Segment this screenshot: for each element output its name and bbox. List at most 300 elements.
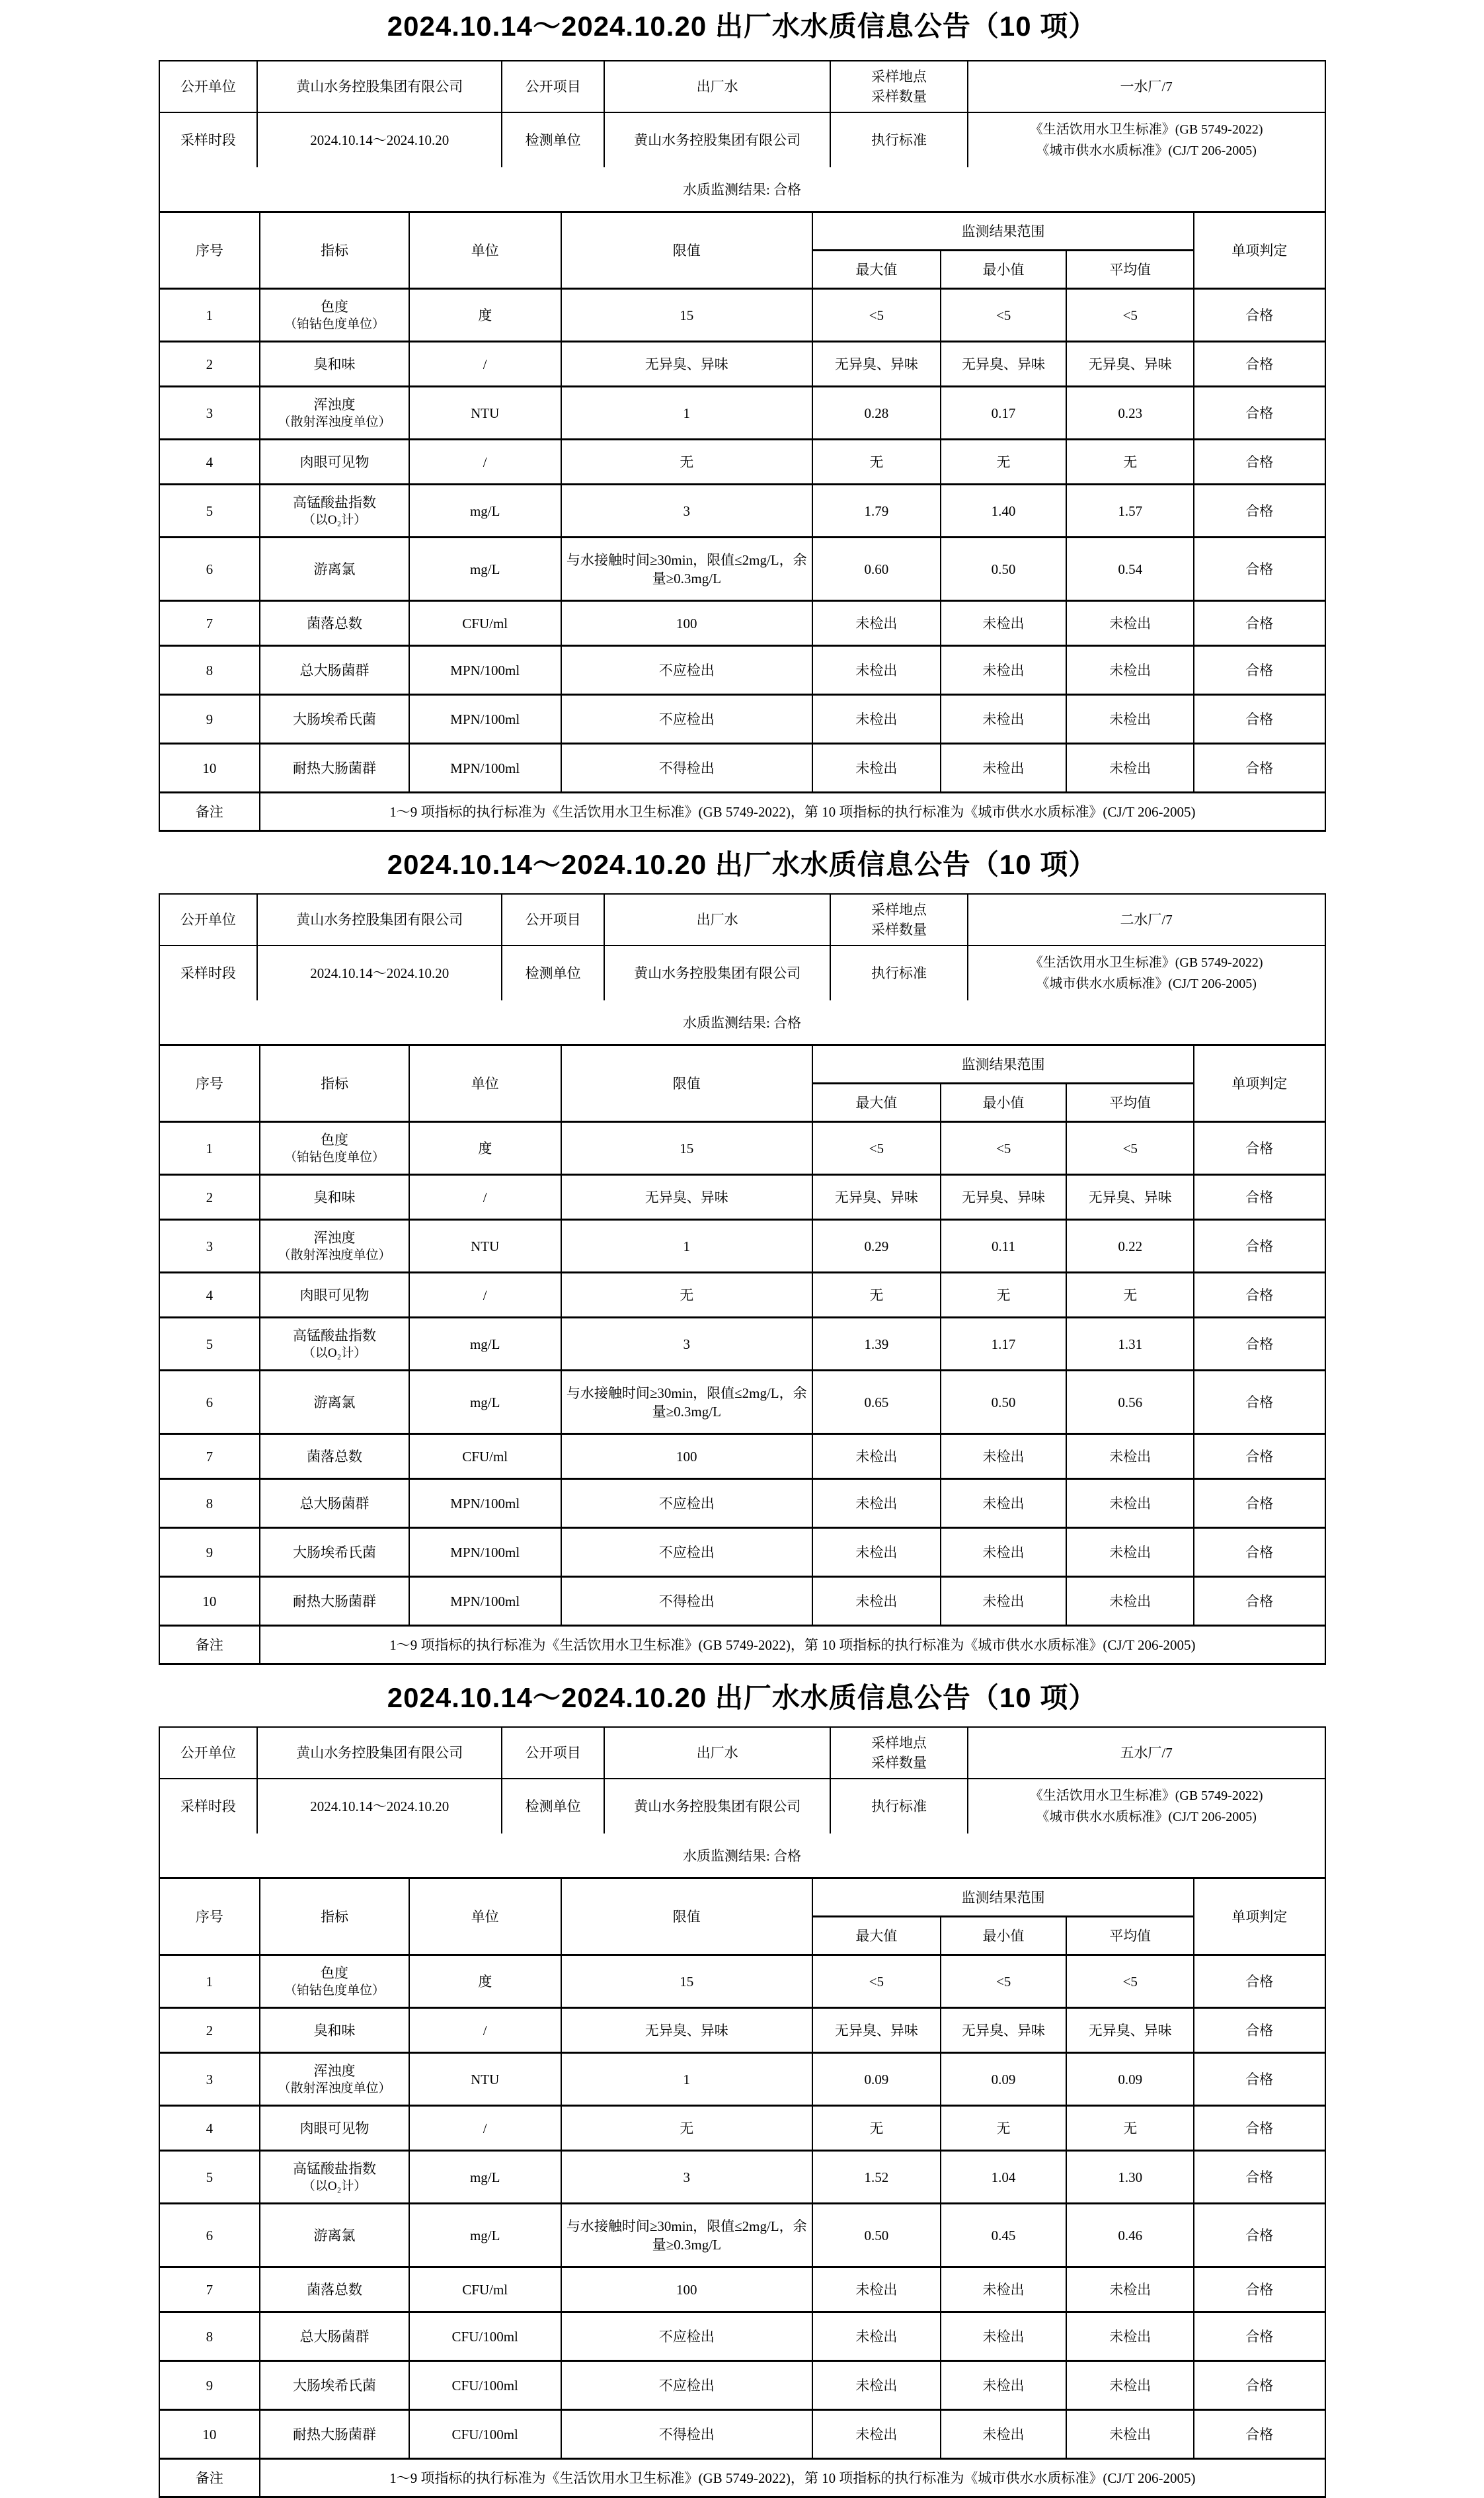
col-header-limit: 限值 [561,1045,812,1122]
cell-indicator [260,1528,409,1577]
cell-indicator [260,289,409,342]
info-label-publisher: 公开单位 [160,1728,258,1779]
cell-seq: 10 [159,744,260,793]
cell-min: 未检出 [941,2361,1067,2410]
cell-avg: 未检出 [1066,2312,1194,2361]
info-label-sampling [831,895,968,946]
info-label-tester: 检测单位 [502,113,605,167]
cell-judgment: 合格 [1194,1528,1325,1577]
cell-seq: 5 [159,2151,260,2204]
cell-avg: 0.22 [1066,1220,1194,1273]
indicator-name: 游离氯 [313,2227,356,2243]
table-row [159,2312,1325,2361]
cell-indicator [260,1273,409,1318]
cell-limit: 不得检出 [561,1577,812,1626]
info-value-sampling: 五水厂/7 [968,1728,1325,1779]
indicator-name: 高锰酸盐指数 [293,2160,377,2177]
indicator-name: 菌落总数 [307,615,363,631]
cell-avg: 0.56 [1066,1371,1194,1434]
cell-limit: 与水接触时间≥30min，限值≤2mg/L，余量≥0.3mg/L [561,538,812,601]
cell-indicator [260,744,409,793]
cell-max: 未检出 [812,601,941,646]
cell-avg: <5 [1066,1955,1194,2008]
cell-limit: 不应检出 [561,2361,812,2410]
table-row [159,2151,1325,2204]
cell-min: 1.17 [941,1318,1067,1371]
cell-limit: 不应检出 [561,2312,812,2361]
table-row [159,1175,1325,1220]
col-header-seq: 序号 [159,1878,260,1955]
cell-judgment: 合格 [1194,1318,1325,1371]
cell-max: 未检出 [812,2410,941,2459]
col-header-seq: 序号 [159,1045,260,1122]
table-row [159,1122,1325,1175]
col-header-judgment: 单项判定 [1194,212,1325,289]
col-header-indicator: 指标 [260,212,409,289]
indicator-note: （散射浑浊度单位） [278,2081,391,2095]
table-row [159,1273,1325,1318]
remark-label: 备注 [159,1626,260,1664]
cell-max: 未检出 [812,1479,941,1528]
cell-avg: 未检出 [1066,2410,1194,2459]
table-row [159,342,1325,387]
cell-limit: 不应检出 [561,695,812,744]
data-table [159,1877,1326,2498]
cell-indicator [260,1955,409,2008]
table-row [159,646,1325,695]
cell-avg: 未检出 [1066,695,1194,744]
info-value-project: 出厂水 [605,1728,831,1779]
col-header-max: 最大值 [812,1917,941,1955]
cell-max: 未检出 [812,1528,941,1577]
indicator-note: （散射浑浊度单位） [278,415,391,429]
cell-judgment: 合格 [1194,1434,1325,1479]
col-header-min: 最小值 [941,251,1067,289]
cell-avg: 无 [1066,1273,1194,1318]
info-value-standard [968,1779,1325,1833]
cell-seq: 10 [159,1577,260,1626]
cell-seq: 1 [159,1955,260,2008]
cell-indicator [260,2106,409,2151]
cell-unit: / [409,2106,561,2151]
cell-indicator [260,1434,409,1479]
cell-judgment: 合格 [1194,2151,1325,2204]
cell-max: 未检出 [812,1434,941,1479]
cell-judgment: 合格 [1194,646,1325,695]
info-label-tester: 检测单位 [502,1779,605,1833]
indicator-name: 总大肠菌群 [299,662,370,678]
cell-indicator [260,2410,409,2459]
indicator-name: 菌落总数 [307,2281,363,2298]
cell-indicator [260,1122,409,1175]
col-header-min: 最小值 [941,1917,1067,1955]
sampling-label-line2: 采样数量 [871,89,927,104]
sampling-label-line1: 采样地点 [871,1735,927,1751]
info-label-period: 采样时段 [160,946,258,1000]
cell-unit: CFU/100ml [409,2312,561,2361]
indicator-name: 臭和味 [313,2022,356,2038]
table-row [159,440,1325,485]
cell-avg: 未检出 [1066,2267,1194,2312]
cell-min: 未检出 [941,1479,1067,1528]
cell-avg: 无异臭、异味 [1066,342,1194,387]
cell-limit: 不得检出 [561,744,812,793]
cell-max: 无 [812,440,941,485]
cell-seq: 8 [159,2312,260,2361]
cell-limit: 100 [561,2267,812,2312]
indicator-name: 菌落总数 [307,1448,363,1465]
table-row [159,1577,1325,1626]
cell-max: 无异臭、异味 [812,342,941,387]
cell-unit: mg/L [409,538,561,601]
cell-unit: / [409,1175,561,1220]
cell-min: 未检出 [941,2312,1067,2361]
cell-unit: mg/L [409,485,561,538]
cell-seq: 4 [159,440,260,485]
cell-unit: 度 [409,1955,561,2008]
cell-judgment: 合格 [1194,440,1325,485]
cell-indicator [260,485,409,538]
cell-avg: <5 [1066,1122,1194,1175]
col-header-limit: 限值 [561,1878,812,1955]
cell-indicator [260,601,409,646]
info-value-sampling: 二水厂/7 [968,895,1325,946]
table-row [159,289,1325,342]
indicator-name: 大肠埃希氏菌 [293,2377,377,2394]
cell-min: 无 [941,1273,1067,1318]
info-value-standard [968,946,1325,1000]
cell-limit: 100 [561,601,812,646]
sampling-label-line2: 采样数量 [871,1755,927,1771]
cell-limit: 1 [561,2053,812,2106]
cell-indicator [260,342,409,387]
cell-seq: 4 [159,2106,260,2151]
table-row [159,2204,1325,2267]
cell-max: 0.28 [812,387,941,440]
cell-judgment: 合格 [1194,601,1325,646]
cell-indicator [260,2151,409,2204]
cell-seq: 1 [159,289,260,342]
cell-unit: CFU/ml [409,1434,561,1479]
info-label-project: 公开项目 [502,895,605,946]
cell-seq: 10 [159,2410,260,2459]
cell-judgment: 合格 [1194,2410,1325,2459]
sampling-label-line2: 采样数量 [871,922,927,938]
cell-min: 0.50 [941,1371,1067,1434]
cell-unit: NTU [409,2053,561,2106]
table-row [159,2361,1325,2410]
indicator-name: 浑浊度 [313,2062,356,2079]
cell-judgment: 合格 [1194,1122,1325,1175]
cell-avg: <5 [1066,289,1194,342]
cell-unit: CFU/100ml [409,2410,561,2459]
table-row [159,2267,1325,2312]
cell-max: 1.52 [812,2151,941,2204]
table-row [159,601,1325,646]
cell-max: <5 [812,1122,941,1175]
indicator-note: （以O₂计） [302,2179,367,2193]
cell-avg: 0.09 [1066,2053,1194,2106]
cell-unit: / [409,440,561,485]
cell-limit: 3 [561,2151,812,2204]
cell-judgment: 合格 [1194,289,1325,342]
cell-limit: 15 [561,1955,812,2008]
cell-avg: 无异臭、异味 [1066,2008,1194,2053]
cell-min: <5 [941,1122,1067,1175]
cell-avg: 未检出 [1066,1434,1194,1479]
col-header-seq: 序号 [159,212,260,289]
cell-judgment: 合格 [1194,1273,1325,1318]
cell-limit: 3 [561,485,812,538]
cell-max: 未检出 [812,695,941,744]
cell-avg: 未检出 [1066,744,1194,793]
cell-seq: 9 [159,2361,260,2410]
cell-judgment: 合格 [1194,1371,1325,1434]
standard-line2: 《城市供水水质标准》(CJ/T 206-2005) [1036,1810,1257,1824]
cell-seq: 3 [159,2053,260,2106]
cell-limit: 与水接触时间≥30min，限值≤2mg/L，余量≥0.3mg/L [561,2204,812,2267]
col-header-avg: 平均值 [1066,1084,1194,1122]
cell-unit: MPN/100ml [409,744,561,793]
cell-indicator [260,646,409,695]
indicator-name: 色度 [321,1131,349,1148]
cell-min: 未检出 [941,2410,1067,2459]
col-header-unit: 单位 [409,1878,561,1955]
cell-unit: / [409,2008,561,2053]
cell-avg: 无 [1066,440,1194,485]
cell-indicator [260,1371,409,1434]
cell-avg: 1.31 [1066,1318,1194,1371]
result-text: 水质监测结果: 合格 [682,1015,802,1031]
table-row [159,2410,1325,2459]
cell-indicator [260,2008,409,2053]
cell-judgment: 合格 [1194,2312,1325,2361]
indicator-name: 肉眼可见物 [299,454,370,470]
cell-judgment: 合格 [1194,2361,1325,2410]
table-row [159,2053,1325,2106]
result-text: 水质监测结果: 合格 [682,182,802,198]
cell-limit: 不应检出 [561,646,812,695]
cell-indicator [260,2361,409,2410]
cell-max: 未检出 [812,1577,941,1626]
cell-seq: 1 [159,1122,260,1175]
cell-min: 0.17 [941,387,1067,440]
standard-line1: 《生活饮用水卫生标准》(GB 5749-2022) [1029,122,1263,137]
cell-min: 未检出 [941,646,1067,695]
cell-limit: 3 [561,1318,812,1371]
sampling-label-line1: 采样地点 [871,69,927,85]
result-row [159,1833,1326,1877]
remark-label: 备注 [159,793,260,831]
cell-seq: 6 [159,538,260,601]
cell-avg: 未检出 [1066,1528,1194,1577]
cell-avg: 未检出 [1066,646,1194,695]
cell-unit: 度 [409,1122,561,1175]
cell-indicator [260,1577,409,1626]
data-table [159,1044,1326,1665]
announcement-block [159,1682,1326,2498]
indicator-name: 大肠埃希氏菌 [293,1544,377,1560]
col-header-max: 最大值 [812,251,941,289]
cell-seq: 9 [159,1528,260,1577]
cell-min: 0.09 [941,2053,1067,2106]
info-table [159,1726,1326,1833]
info-label-standard: 执行标准 [831,1779,968,1833]
cell-unit: MPN/100ml [409,1528,561,1577]
cell-limit: 无异臭、异味 [561,1175,812,1220]
cell-indicator [260,1318,409,1371]
cell-unit: 度 [409,289,561,342]
cell-limit: 100 [561,1434,812,1479]
cell-seq: 3 [159,387,260,440]
cell-max: 0.29 [812,1220,941,1273]
cell-avg: 0.46 [1066,2204,1194,2267]
cell-seq: 6 [159,2204,260,2267]
announcement-block [159,11,1326,832]
col-header-unit: 单位 [409,1045,561,1122]
col-header-avg: 平均值 [1066,1917,1194,1955]
indicator-name: 游离氯 [313,561,356,577]
info-value-tester: 黄山水务控股集团有限公司 [605,113,831,167]
cell-min: 1.40 [941,485,1067,538]
table-row [159,2106,1325,2151]
cell-limit: 无异臭、异味 [561,342,812,387]
indicator-name: 总大肠菌群 [299,1495,370,1511]
water-quality-sheet [159,60,1326,832]
cell-limit: 与水接触时间≥30min，限值≤2mg/L，余量≥0.3mg/L [561,1371,812,1434]
cell-avg: 0.23 [1066,387,1194,440]
indicator-name: 色度 [321,1964,349,1981]
indicator-name: 色度 [321,298,349,315]
cell-unit: NTU [409,387,561,440]
remark-label: 备注 [159,2459,260,2497]
cell-judgment: 合格 [1194,1577,1325,1626]
cell-indicator [260,1175,409,1220]
cell-max: 未检出 [812,2267,941,2312]
cell-unit: mg/L [409,2204,561,2267]
cell-indicator [260,2312,409,2361]
indicator-note: （散射浑浊度单位） [278,1248,391,1262]
col-header-unit: 单位 [409,212,561,289]
cell-judgment: 合格 [1194,2267,1325,2312]
cell-seq: 8 [159,1479,260,1528]
cell-indicator [260,1220,409,1273]
cell-seq: 9 [159,695,260,744]
cell-limit: 无 [561,1273,812,1318]
cell-min: 未检出 [941,2267,1067,2312]
cell-judgment: 合格 [1194,538,1325,601]
table-row [159,1220,1325,1273]
cell-min: 无 [941,2106,1067,2151]
indicator-name: 游离氯 [313,1394,356,1410]
page-title: 2024.10.14～2024.10.20 出厂水水质信息公告（10 项） [387,1682,1097,1713]
info-value-period: 2024.10.14～2024.10.20 [258,946,502,1000]
info-value-standard [968,113,1325,167]
cell-avg: 1.30 [1066,2151,1194,2204]
info-label-publisher: 公开单位 [160,895,258,946]
cell-min: 1.04 [941,2151,1067,2204]
info-label-period: 采样时段 [160,113,258,167]
cell-max: 未检出 [812,744,941,793]
cell-max: 无 [812,1273,941,1318]
water-quality-sheet [159,893,1326,1665]
info-value-project: 出厂水 [605,61,831,113]
col-header-max: 最大值 [812,1084,941,1122]
col-header-range: 监测结果范围 [812,212,1194,251]
col-header-min: 最小值 [941,1084,1067,1122]
cell-unit: NTU [409,1220,561,1273]
cell-max: 0.50 [812,2204,941,2267]
cell-avg: 未检出 [1066,1479,1194,1528]
table-row [159,538,1325,601]
cell-max: 未检出 [812,2361,941,2410]
info-label-project: 公开项目 [502,61,605,113]
table-row [159,485,1325,538]
cell-avg: 1.57 [1066,485,1194,538]
col-header-range: 监测结果范围 [812,1878,1194,1917]
result-text: 水质监测结果: 合格 [682,1848,802,1864]
cell-indicator [260,538,409,601]
indicator-note: （铂钴色度单位） [284,1150,385,1164]
info-label-standard: 执行标准 [831,113,968,167]
indicator-name: 肉眼可见物 [299,1287,370,1303]
standard-line2: 《城市供水水质标准》(CJ/T 206-2005) [1036,143,1257,158]
cell-min: 0.11 [941,1220,1067,1273]
cell-max: <5 [812,1955,941,2008]
cell-min: 未检出 [941,1577,1067,1626]
indicator-name: 肉眼可见物 [299,2120,370,2136]
cell-limit: 不应检出 [561,1528,812,1577]
cell-max: 未检出 [812,2312,941,2361]
cell-seq: 7 [159,1434,260,1479]
cell-min: 0.50 [941,538,1067,601]
cell-indicator [260,440,409,485]
cell-avg: 未检出 [1066,2361,1194,2410]
cell-judgment: 合格 [1194,1175,1325,1220]
indicator-name: 耐热大肠菌群 [293,2426,377,2442]
table-row [159,1528,1325,1577]
result-row [159,1000,1326,1044]
cell-seq: 3 [159,1220,260,1273]
cell-indicator [260,2204,409,2267]
indicator-name: 耐热大肠菌群 [293,760,377,776]
cell-min: 无异臭、异味 [941,1175,1067,1220]
cell-indicator [260,695,409,744]
indicator-note: （铂钴色度单位） [284,317,385,331]
page-title: 2024.10.14～2024.10.20 出厂水水质信息公告（10 项） [387,849,1097,880]
water-quality-sheet [159,1726,1326,2498]
cell-judgment: 合格 [1194,1220,1325,1273]
sampling-label-line1: 采样地点 [871,902,927,918]
cell-limit: 1 [561,1220,812,1273]
standard-line1: 《生活饮用水卫生标准》(GB 5749-2022) [1029,1789,1263,1803]
cell-unit: MPN/100ml [409,1479,561,1528]
cell-avg: 0.54 [1066,538,1194,601]
cell-max: 0.60 [812,538,941,601]
cell-avg: 未检出 [1066,601,1194,646]
col-header-range: 监测结果范围 [812,1045,1194,1084]
cell-max: 无异臭、异味 [812,2008,941,2053]
cell-avg: 无 [1066,2106,1194,2151]
info-label-period: 采样时段 [160,1779,258,1833]
table-row [159,744,1325,793]
cell-seq: 2 [159,342,260,387]
table-row [159,1955,1325,2008]
cell-limit: 15 [561,1122,812,1175]
remark-row [159,1626,1325,1664]
cell-min: 无异臭、异味 [941,342,1067,387]
standard-line2: 《城市供水水质标准》(CJ/T 206-2005) [1036,977,1257,991]
